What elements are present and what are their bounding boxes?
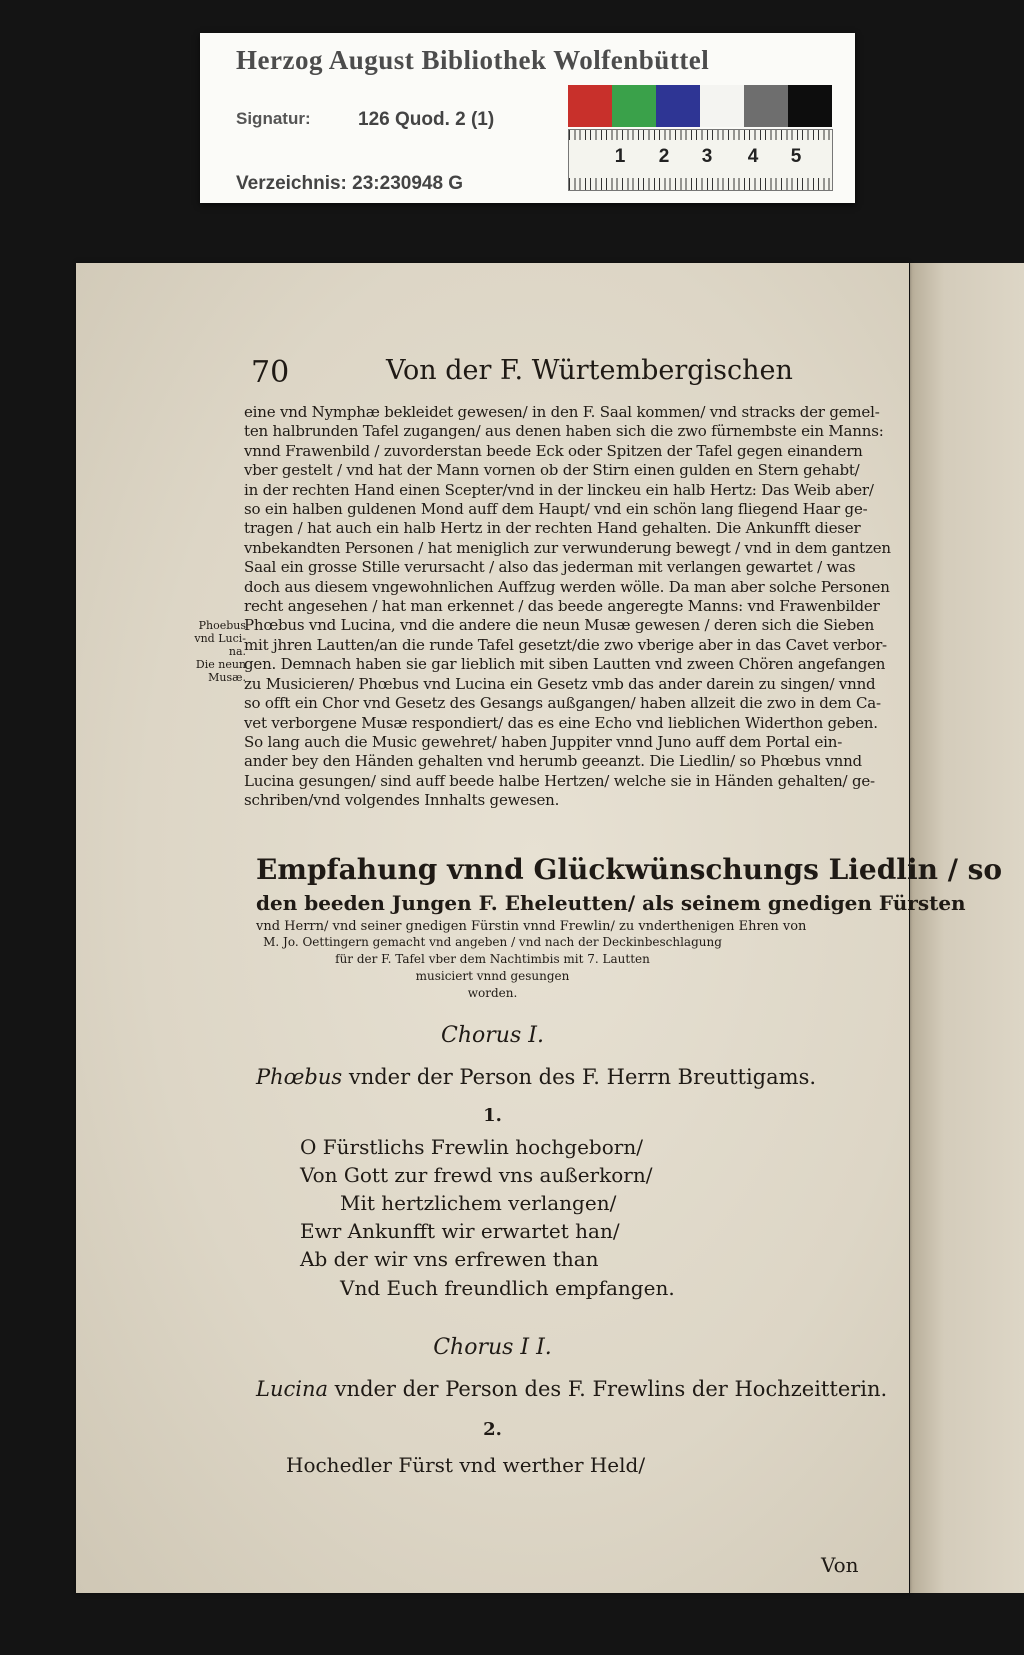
text-line: doch aus diesem vngewohnlichen Auffzug werden wölle. Da man aber solche Personen: [244, 577, 890, 596]
text-line: mit jhren Lautten/an die runde Tafel gesetzt/die zwo vberige aber in das Cavet verbor-: [244, 635, 887, 654]
scale-ticks-top: [569, 130, 832, 140]
verzeichnis-number: Verzeichnis: 23:230948 G: [236, 173, 464, 194]
song-title-line: vnd Herrn/ vnd seiner gnedigen Fürstin vnnd Frewlin/ zu vnderthenigen Ehren von: [256, 919, 807, 934]
text-line: in der rechten Hand einen Scepter/vnd in der linckeu ein halb Hertz: Das Weib aber/: [244, 480, 874, 499]
library-card: [200, 33, 855, 203]
text-line: vnbekandten Personen / hat meniglich zur verwunderung bewegt / vnd in dem gantzen: [244, 538, 891, 557]
body-paragraph: [244, 403, 891, 811]
text-line: so offt ein Chor vnd Gesetz des Gesangs außgangen/ haben allzeit die zwo in dem Ca-: [244, 694, 881, 713]
scale-number: 2: [658, 146, 670, 167]
signatur-value: 126 Quod. 2 (1): [358, 109, 495, 130]
verse-line: Vnd Euch freundlich empfangen.: [340, 1276, 675, 1300]
verse-line: Hochedler Fürst vnd werther Held/: [286, 1453, 646, 1477]
verse-line: Von Gott zur frewd vns außerkorn/: [300, 1163, 653, 1187]
black-swatch: [788, 85, 832, 127]
blue-swatch: [656, 85, 700, 127]
scale-number: 1: [614, 146, 626, 167]
marginal-note: na.: [228, 645, 246, 658]
verse-line: Mit hertzlichem verlangen/: [340, 1191, 617, 1215]
chorus-heading: Chorus I.: [441, 1023, 544, 1048]
text-line: schriben/vnd volgendes Innhalts gewesen.: [244, 791, 560, 810]
text-line: Saal ein grosse Stille verursacht / also das jederman mit verlangen gewartet / was: [244, 558, 856, 577]
text-line: tragen / hat auch ein halb Hertz in der rechten Hand gehalten. Die Ankunfft dieser: [244, 519, 861, 538]
text-line: ander bey den Händen gehalten vnd herumb geeanzt. Die Liedlin/ so Phœbus vnnd: [244, 752, 862, 771]
text-line: So lang auch die Music gewehret/ haben Juppiter vnnd Juno auff dem Portal ein-: [244, 732, 843, 751]
song-title-line: M. Jo. Oettingern gemacht vnd angeben / vnd nach der Deckinbeschlagung: [263, 935, 722, 949]
marginal-note: Phoebus: [198, 619, 246, 632]
song-title-line: den beeden Jungen F. Eheleutten/ als seinem gnedigen Fürsten: [256, 891, 966, 915]
stanza-number: 1.: [483, 1105, 502, 1126]
facing-page-edge: [910, 263, 1024, 1593]
song-title-line: worden.: [467, 986, 518, 1000]
singer-name: Phœbus: [256, 1065, 343, 1089]
singer-role-text: vnder der Person des F. Herrn Breuttigams.: [342, 1065, 817, 1089]
song-title-line: musiciert vnnd gesungen: [415, 969, 570, 983]
chorus-heading: Chorus I I.: [433, 1335, 552, 1360]
page-number: 70: [251, 355, 290, 390]
marginal-note: vnd Luci-: [194, 632, 246, 645]
text-line: eine vnd Nymphæ bekleidet gewesen/ in den F. Saal kommen/ vnd stracks der gemel-: [244, 403, 880, 421]
verse-line: Ewr Ankunfft wir erwartet han/: [300, 1219, 620, 1243]
scale-number: 4: [747, 146, 759, 167]
text-line: recht angesehen / hat man erkennet / das beede angeregte Manns: vnd Frawenbilder: [244, 597, 880, 616]
verse-line: Ab der wir vns erfrewen than: [300, 1247, 599, 1271]
book-page: [76, 263, 1003, 1593]
red-swatch: [568, 85, 612, 127]
marginal-note: Musæ.: [208, 671, 246, 684]
white-swatch: [700, 85, 744, 127]
singer-name: Lucina: [256, 1377, 328, 1401]
green-swatch: [612, 85, 656, 127]
text-line: Lucina gesungen/ sind auff beede halbe Hertzen/ welche sie in Händen gehalten/ ge-: [244, 771, 875, 790]
catchword: Von: [821, 1553, 859, 1577]
measurement-scale: [568, 129, 833, 191]
verse-line: O Fürstlichs Frewlin hochgeborn/: [300, 1135, 643, 1159]
text-line: zu Musicieren/ Phœbus vnd Lucina ein Gesetz vmb das ander darein zu singen/ vnnd: [244, 674, 876, 693]
scale-number: 5: [790, 146, 802, 167]
marginal-notes: [176, 619, 246, 684]
singer-role: [256, 1377, 887, 1401]
text-line: vnnd Frawenbild / zuvorderstan beede Eck oder Spitzen der Tafel gegen einandern: [244, 441, 863, 460]
text-line: Phœbus vnd Lucina, vnd die andere die neun Musæ gewesen / deren sich die Sieben: [244, 616, 875, 635]
singer-role: [256, 1065, 816, 1089]
song-title: Empfahung vnnd Glückwünschungs Liedlin / so: [256, 853, 1003, 886]
text-line: so ein halben guldenen Mond auff dem Haupt/ vnd ein schön lang fliegend Haar ge-: [244, 500, 868, 519]
song-title-line: für der F. Tafel vber dem Nachtimbis mit 7. Lautten: [335, 952, 650, 966]
text-line: gen. Demnach haben sie gar lieblich mit siben Lautten vnd zween Chören angefangen: [244, 655, 886, 674]
scale-ticks-bottom: [569, 178, 832, 190]
library-name: Herzog August Bibliothek Wolfenbüttel: [236, 45, 710, 75]
text-line: vet verborgene Musæ respondiert/ das es eine Echo vnd lieblichen Widerthon geben.: [244, 713, 878, 732]
color-calibration-swatches: [568, 85, 832, 127]
text-line: vber gestelt / vnd hat der Mann vornen ob der Stirn einen gulden en Stern gehabt/: [244, 461, 860, 480]
signatur-label: Signatur:: [236, 109, 311, 128]
singer-role-text: vnder der Person des F. Frewlins der Hochzeitterin.: [328, 1377, 888, 1401]
scale-number: 3: [701, 146, 713, 167]
running-head: Von der F. Würtembergischen: [386, 355, 793, 386]
marginal-note: Die neun: [195, 658, 246, 671]
gray-swatch: [744, 85, 788, 127]
text-line: ten halbrunden Tafel zugangen/ aus denen haben sich die zwo fürnembste ein Manns:: [244, 422, 884, 441]
stanza-number: 2.: [483, 1419, 502, 1440]
